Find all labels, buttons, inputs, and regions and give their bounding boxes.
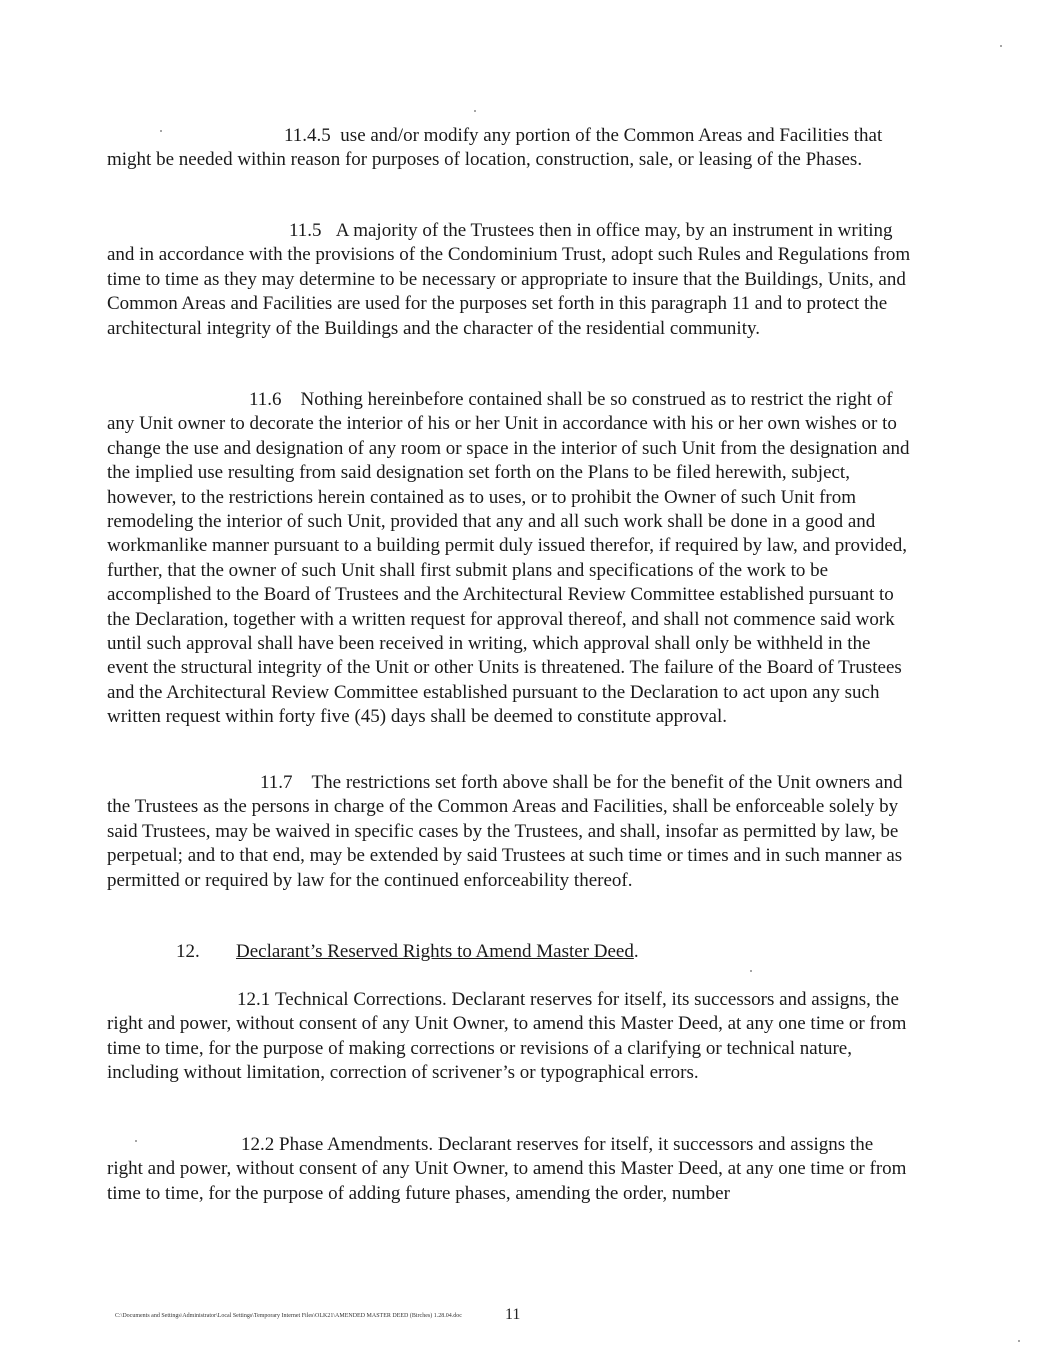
paragraph-12-1 [107,988,912,1086]
section-number: 12. [176,941,200,962]
paragraph-11-4-5 [107,124,912,173]
scan-speck [160,130,162,132]
footer-file-path: C:\Documents and Settings\Administrator\Local Settings\Temporary Internet Files\OLK21\AMENDED MASTER DEED (Birches) 1.28.04.doc [115,1313,462,1319]
paragraph-text: The restrictions set forth above shall be for the benefit of the Unit owners and the Trustees as the persons in charge of the Common Areas and Facilities, shall be enforceable solely by said Trustees, may be waived in specific cases by the Trustees, and shall, insofar as permitted by law, be perpetual; and to that end, may be extended by said Trustees at such time or times and in such manner as permitted or required by law for the continued enforceability thereof. [107,772,903,891]
section-heading-12 [176,940,639,964]
scan-speck [474,110,476,112]
paragraph-11-7 [107,771,912,893]
paragraph-text: use and/or modify any portion of the Common Areas and Facilities that might be needed within reason for purposes of location, construction, sale, or leasing of the Phases. [107,125,883,171]
paragraph-text: Technical Corrections. Declarant reserves for itself, its successors and assigns, the right and power, without consent of any Unit Owner, to amend this Master Deed, at any one time or from time to time, for the purpose of making corrections or revisions of a clarifying or technical nature, including without limitation, correction of scrivener’s or typographical errors. [107,989,907,1084]
paragraph-text: Nothing hereinbefore contained shall be so construed as to restrict the right of any Unit owner to decorate the interior of his or her Unit in accordance with his or her own wishes or to change the use and designation of any room or space in the interior of such Unit from the designation and the implied use resulting from said designation set forth on the Plans to be filed herewith, subject, however, to the restrictions herein contained as to uses, or to prohibit the Owner of such Unit from remodeling the interior of such Unit, provided that any and all such work shall be done in a good and workmanlike manner pursuant to a building permit duly issued therefor, if required by law, and provided, further, that the owner of such Unit shall first submit plans and specifications of the work to be accomplished to the Board of Trustees and the Architectural Review Committee established pursuant to the Declaration, together with a written request for approval thereof, and shall not commence said work until such approval shall have been received in writing, which approval shall only be withheld in the event the structural integrity of the Unit or other Units is threatened. The failure of the Board of Trustees and the Architectural Review Committee established pursuant to the Declaration to act upon any such written request within forty five (45) days shall be deemed to constitute approval. [107,389,910,728]
paragraph-text: A majority of the Trustees then in office may, by an instrument in writing and in accordance with the provisions of the Condominium Trust, adopt such Rules and Regulations from time to time as they may determine to be necessary or appropriate to insure that the Buildings, Units, and Common Areas and Facilities are used for the purposes set forth in this paragraph 11 and to protect the architectural integrity of the Buildings and the character of the residential community. [107,220,911,339]
scan-speck [750,970,752,972]
section-number: 11.7 [260,772,293,793]
paragraph-11-6 [107,388,912,730]
paragraph-12-2 [107,1133,912,1206]
paragraph-11-5 [107,219,912,341]
scan-speck [135,1140,137,1142]
section-number: 11.5 [289,220,322,241]
scan-speck [1018,1340,1020,1342]
heading-period: . [633,941,639,962]
section-number: 11.4.5 [284,125,331,146]
section-number: 12.1 [237,989,271,1010]
page-number: 11 [505,1306,521,1323]
scan-speck [1000,45,1002,47]
section-title: Declarant’s Reserved Rights to Amend Master Deed [236,941,634,962]
paragraph-text: Phase Amendments. Declarant reserves for itself, it successors and assigns the right and power, without consent of any Unit Owner, to amend this Master Deed, at any one time or from time to time, for the purpose of adding future phases, amending the order, number [107,1134,907,1204]
section-number: 12.2 [241,1134,275,1155]
section-number: 11.6 [249,389,282,410]
